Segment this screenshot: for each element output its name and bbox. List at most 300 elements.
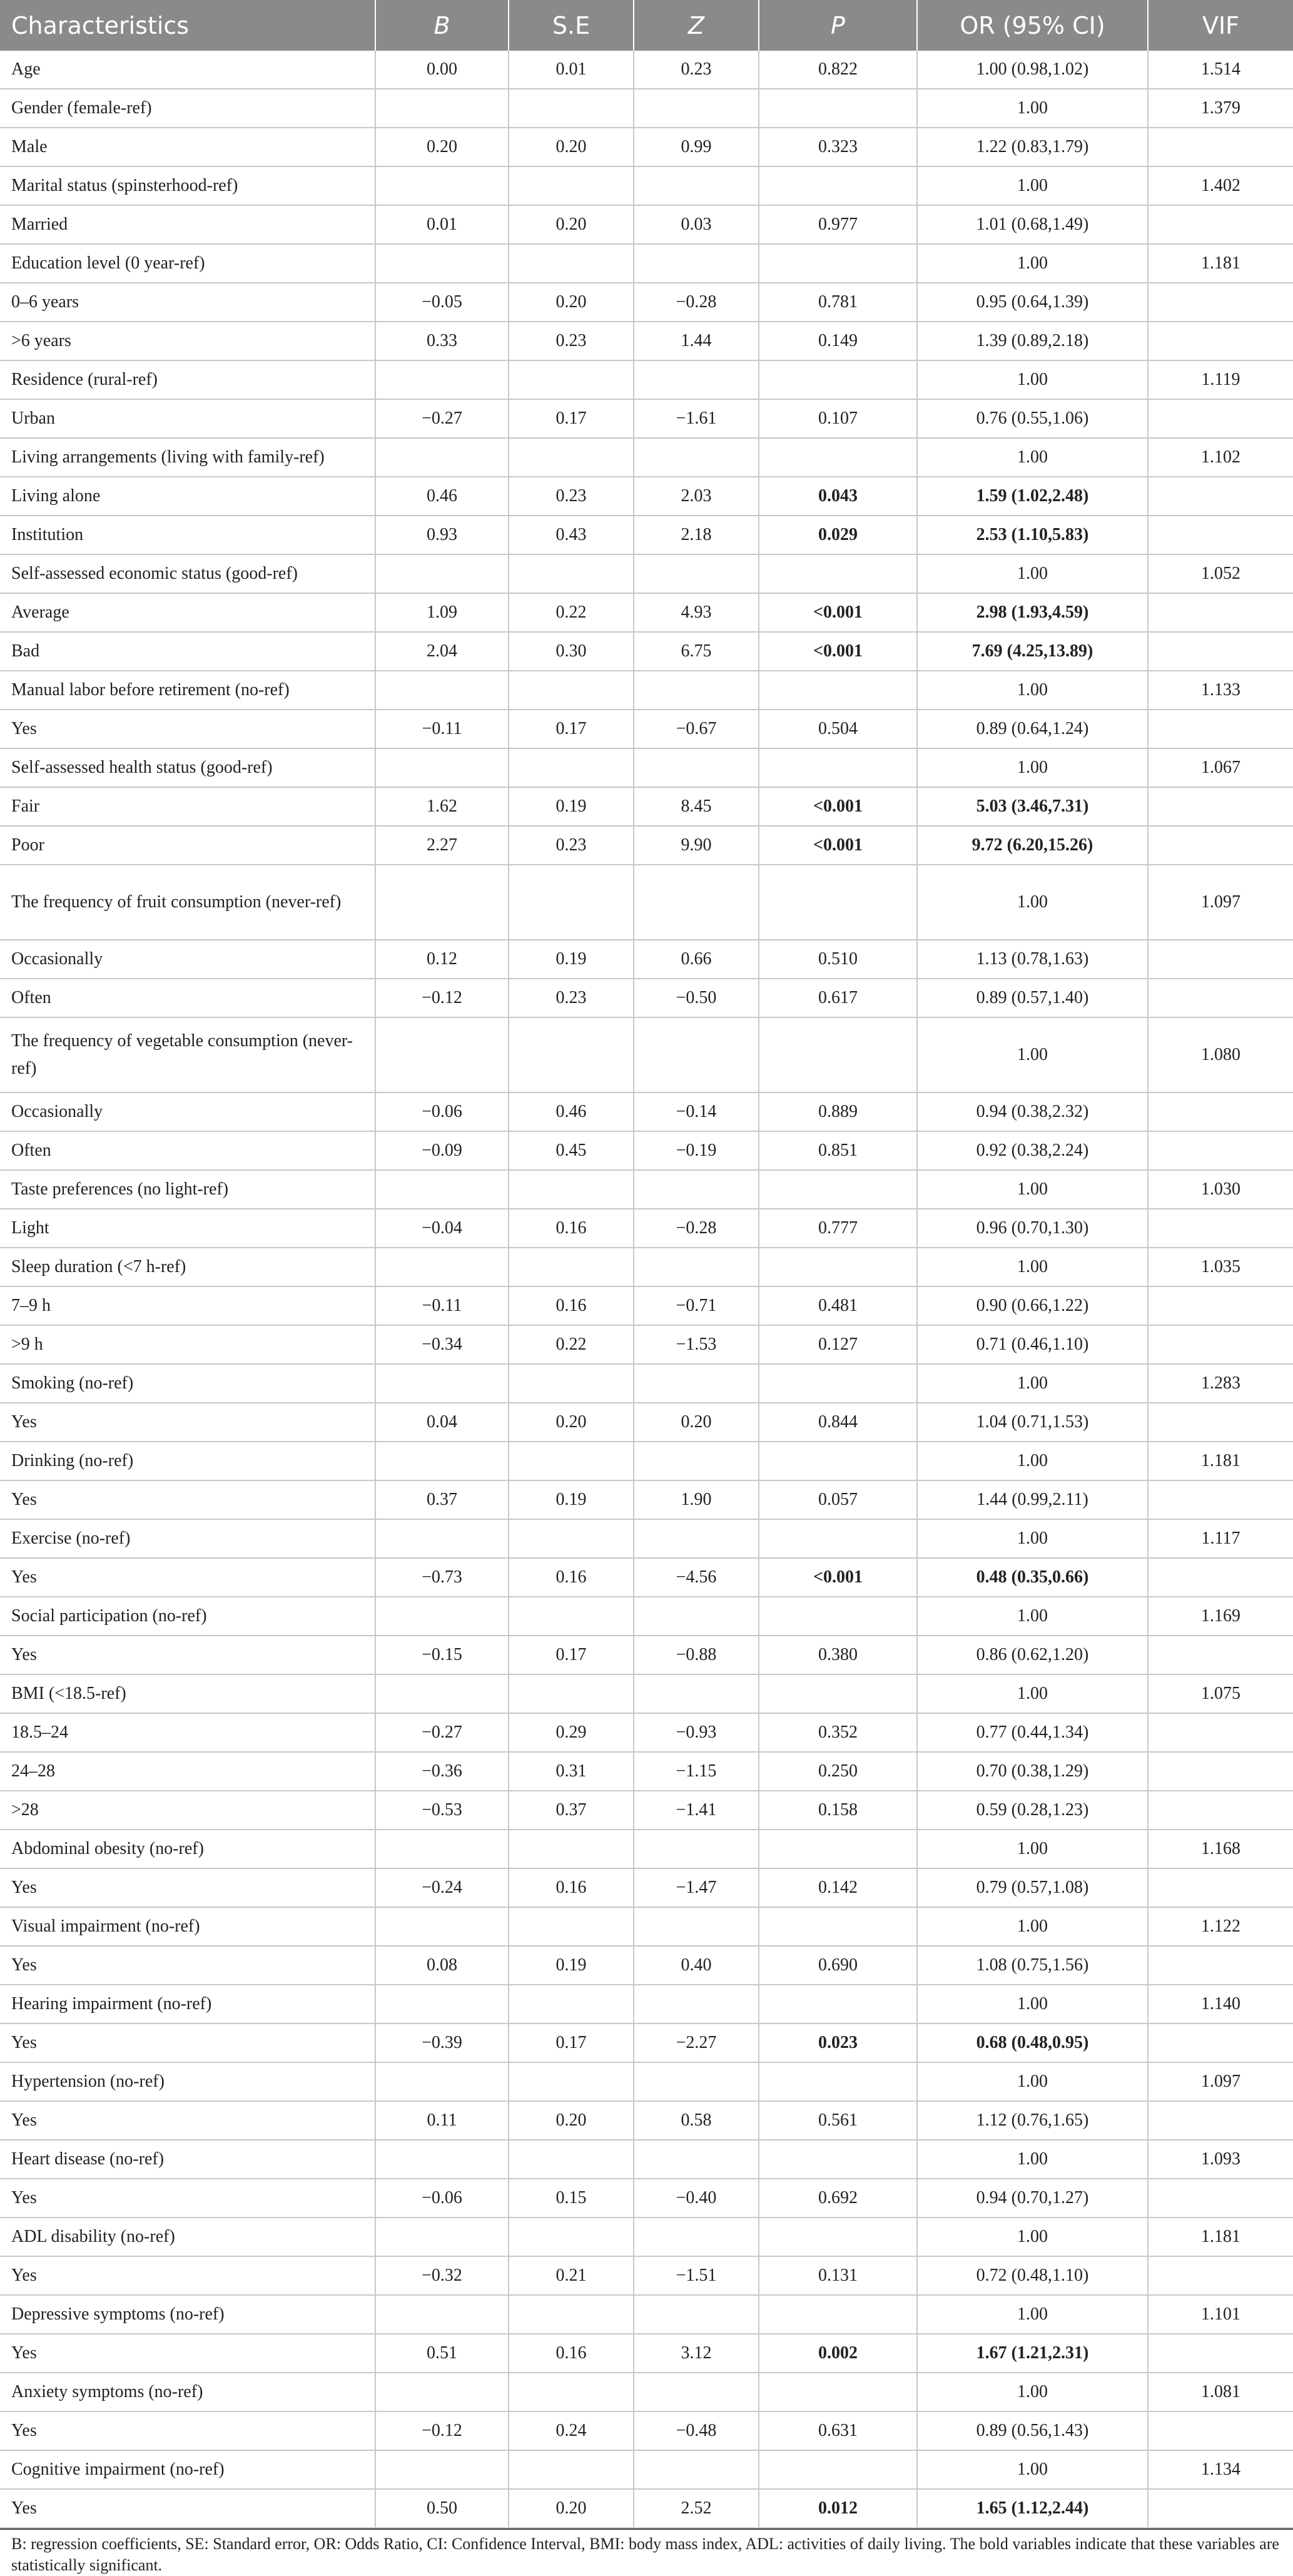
table-row [0, 1713, 1293, 1752]
cell-vif: 1.122 [1148, 1907, 1293, 1946]
cell-or: 0.90 (0.66,1.22) [917, 1286, 1148, 1325]
cell-vif [1148, 826, 1293, 865]
cell-characteristic: Yes [0, 710, 375, 748]
cell-characteristic: 24–28 [0, 1752, 375, 1791]
cell-characteristic: Yes [0, 2334, 375, 2373]
cell-b: −0.36 [375, 1752, 509, 1791]
cell-vif: 1.181 [1148, 2217, 1293, 2256]
table-row [0, 1558, 1293, 1597]
cell-p [759, 1597, 917, 1636]
cell-or: 0.77 (0.44,1.34) [917, 1713, 1148, 1752]
cell-characteristic: Yes [0, 1636, 375, 1674]
cell-b: 1.09 [375, 593, 509, 632]
cell-z [634, 2373, 759, 2411]
cell-p: 0.977 [759, 205, 917, 244]
table-row [0, 2140, 1293, 2179]
cell-vif: 1.075 [1148, 1674, 1293, 1713]
cell-characteristic: Hypertension (no-ref) [0, 2062, 375, 2101]
cell-p: 0.781 [759, 283, 917, 322]
cell-z: 0.40 [634, 1946, 759, 1985]
table-row [0, 166, 1293, 205]
cell-z: 0.03 [634, 205, 759, 244]
table-row [0, 1092, 1293, 1131]
cell-b: −0.24 [375, 1868, 509, 1907]
cell-or: 1.00 [917, 1597, 1148, 1636]
table-row [0, 1403, 1293, 1442]
cell-z [634, 1170, 759, 1209]
cell-characteristic: Yes [0, 2179, 375, 2217]
cell-z [634, 1830, 759, 1868]
table-row [0, 1017, 1293, 1092]
header-se: S.E [509, 0, 634, 51]
table-row [0, 1946, 1293, 1985]
cell-se: 0.17 [509, 710, 634, 748]
cell-se: 0.20 [509, 2489, 634, 2528]
cell-vif [1148, 632, 1293, 671]
cell-or: 1.22 (0.83,1.79) [917, 128, 1148, 166]
table-row [0, 360, 1293, 399]
cell-b: 0.33 [375, 322, 509, 360]
cell-or: 9.72 (6.20,15.26) [917, 826, 1148, 865]
cell-se [509, 1674, 634, 1713]
cell-characteristic: Age [0, 51, 375, 89]
cell-p: 0.617 [759, 979, 917, 1017]
table-header [0, 0, 1293, 51]
cell-b: −0.12 [375, 979, 509, 1017]
cell-or: 0.71 (0.46,1.10) [917, 1325, 1148, 1364]
cell-b: 0.08 [375, 1946, 509, 1985]
cell-b [375, 1170, 509, 1209]
cell-characteristic: Yes [0, 1868, 375, 1907]
cell-b [375, 2373, 509, 2411]
cell-or: 0.48 (0.35,0.66) [917, 1558, 1148, 1597]
cell-se [509, 2062, 634, 2101]
cell-characteristic: Yes [0, 2256, 375, 2295]
cell-z [634, 2217, 759, 2256]
table-row [0, 2062, 1293, 2101]
cell-characteristic: Yes [0, 2101, 375, 2140]
cell-b [375, 1017, 509, 1092]
table-row [0, 1286, 1293, 1325]
cell-or: 1.00 [917, 438, 1148, 477]
cell-vif [1148, 1092, 1293, 1131]
cell-se: 0.45 [509, 1131, 634, 1170]
cell-or: 1.00 [917, 2295, 1148, 2334]
table-row [0, 1480, 1293, 1519]
cell-se: 0.20 [509, 128, 634, 166]
table-row [0, 322, 1293, 360]
cell-vif [1148, 1868, 1293, 1907]
cell-vif: 1.080 [1148, 1017, 1293, 1092]
cell-z: −0.19 [634, 1131, 759, 1170]
cell-or: 1.00 [917, 1674, 1148, 1713]
cell-b: −0.32 [375, 2256, 509, 2295]
cell-vif [1148, 477, 1293, 516]
cell-p: 0.510 [759, 940, 917, 979]
cell-p [759, 1674, 917, 1713]
cell-p: 0.692 [759, 2179, 917, 2217]
cell-vif [1148, 593, 1293, 632]
cell-z [634, 1907, 759, 1946]
cell-vif: 1.181 [1148, 1442, 1293, 1480]
table-row [0, 2334, 1293, 2373]
cell-vif [1148, 205, 1293, 244]
cell-se: 0.24 [509, 2411, 634, 2450]
cell-vif: 1.169 [1148, 1597, 1293, 1636]
cell-b: 0.01 [375, 205, 509, 244]
cell-p: 0.127 [759, 1325, 917, 1364]
cell-b: −0.06 [375, 2179, 509, 2217]
cell-se: 0.16 [509, 2334, 634, 2373]
cell-vif [1148, 2334, 1293, 2373]
cell-b [375, 166, 509, 205]
cell-vif: 1.093 [1148, 2140, 1293, 2179]
cell-se [509, 166, 634, 205]
cell-se: 0.19 [509, 940, 634, 979]
cell-z: 2.52 [634, 2489, 759, 2528]
cell-or: 2.53 (1.10,5.83) [917, 516, 1148, 554]
cell-se [509, 2450, 634, 2489]
cell-characteristic: Self-assessed health status (good-ref) [0, 748, 375, 787]
cell-p: 0.142 [759, 1868, 917, 1907]
cell-vif [1148, 399, 1293, 438]
cell-z [634, 360, 759, 399]
cell-z: 6.75 [634, 632, 759, 671]
cell-characteristic: Occasionally [0, 940, 375, 979]
cell-vif [1148, 1636, 1293, 1674]
cell-p: 0.323 [759, 128, 917, 166]
cell-b [375, 360, 509, 399]
cell-p [759, 1442, 917, 1480]
cell-vif: 1.117 [1148, 1519, 1293, 1558]
cell-characteristic: Bad [0, 632, 375, 671]
cell-se [509, 244, 634, 283]
cell-or: 1.04 (0.71,1.53) [917, 1403, 1148, 1442]
cell-se: 0.22 [509, 1325, 634, 1364]
cell-z [634, 438, 759, 477]
cell-b [375, 1442, 509, 1480]
cell-b [375, 1597, 509, 1636]
cell-p [759, 865, 917, 940]
cell-or: 1.67 (1.21,2.31) [917, 2334, 1148, 2373]
cell-se [509, 1017, 634, 1092]
table-row [0, 1209, 1293, 1248]
cell-p [759, 1519, 917, 1558]
cell-b: −0.73 [375, 1558, 509, 1597]
cell-or: 1.00 [917, 1017, 1148, 1092]
cell-vif [1148, 516, 1293, 554]
cell-vif [1148, 1946, 1293, 1985]
cell-or: 0.79 (0.57,1.08) [917, 1868, 1148, 1907]
cell-or: 0.68 (0.48,0.95) [917, 2024, 1148, 2062]
cell-z: −0.28 [634, 283, 759, 322]
cell-se: 0.20 [509, 1403, 634, 1442]
cell-or: 0.89 (0.57,1.40) [917, 979, 1148, 1017]
cell-se: 0.15 [509, 2179, 634, 2217]
cell-or: 1.65 (1.12,2.44) [917, 2489, 1148, 2528]
cell-p: 0.690 [759, 1946, 917, 1985]
cell-se: 0.29 [509, 1713, 634, 1752]
cell-p [759, 2062, 917, 2101]
cell-p: 0.504 [759, 710, 917, 748]
cell-se [509, 1442, 634, 1480]
cell-z: −0.71 [634, 1286, 759, 1325]
cell-z: 1.90 [634, 1480, 759, 1519]
cell-or: 0.89 (0.56,1.43) [917, 2411, 1148, 2450]
cell-p: 0.149 [759, 322, 917, 360]
cell-vif: 1.119 [1148, 360, 1293, 399]
cell-or: 1.00 [917, 1830, 1148, 1868]
table-row [0, 51, 1293, 89]
table-row [0, 399, 1293, 438]
cell-b [375, 1248, 509, 1286]
cell-characteristic: 7–9 h [0, 1286, 375, 1325]
cell-characteristic: Exercise (no-ref) [0, 1519, 375, 1558]
cell-vif [1148, 283, 1293, 322]
cell-b: 0.46 [375, 477, 509, 516]
table-row [0, 1442, 1293, 1480]
cell-characteristic: Marital status (spinsterhood-ref) [0, 166, 375, 205]
cell-z: −0.67 [634, 710, 759, 748]
cell-characteristic: Residence (rural-ref) [0, 360, 375, 399]
cell-z [634, 1442, 759, 1480]
cell-or: 0.89 (0.64,1.24) [917, 710, 1148, 748]
cell-b: 0.20 [375, 128, 509, 166]
cell-se: 0.19 [509, 1946, 634, 1985]
cell-z [634, 244, 759, 283]
cell-b [375, 1985, 509, 2024]
table-row [0, 1868, 1293, 1907]
cell-characteristic: Education level (0 year-ref) [0, 244, 375, 283]
cell-or: 2.98 (1.93,4.59) [917, 593, 1148, 632]
cell-p [759, 1907, 917, 1946]
cell-z: −1.15 [634, 1752, 759, 1791]
cell-or: 0.70 (0.38,1.29) [917, 1752, 1148, 1791]
cell-vif [1148, 1752, 1293, 1791]
cell-b [375, 438, 509, 477]
cell-p: 0.822 [759, 51, 917, 89]
cell-characteristic: Depressive symptoms (no-ref) [0, 2295, 375, 2334]
cell-or: 1.00 [917, 748, 1148, 787]
cell-p [759, 748, 917, 787]
cell-characteristic: The frequency of fruit consumption (never-ref) [0, 865, 375, 940]
cell-se: 0.20 [509, 205, 634, 244]
cell-vif [1148, 2411, 1293, 2450]
cell-b: 0.00 [375, 51, 509, 89]
header-characteristics: Characteristics [0, 0, 375, 51]
cell-se: 0.31 [509, 1752, 634, 1791]
cell-b [375, 748, 509, 787]
cell-z [634, 2450, 759, 2489]
cell-z: 0.23 [634, 51, 759, 89]
table-row [0, 671, 1293, 710]
header-vif: VIF [1148, 0, 1293, 51]
cell-vif: 1.283 [1148, 1364, 1293, 1403]
cell-p: 0.131 [759, 2256, 917, 2295]
cell-p [759, 1170, 917, 1209]
cell-vif: 1.097 [1148, 865, 1293, 940]
cell-b: 0.51 [375, 2334, 509, 2373]
cell-b: −0.12 [375, 2411, 509, 2450]
cell-z: −0.88 [634, 1636, 759, 1674]
cell-vif [1148, 1480, 1293, 1519]
cell-se: 0.23 [509, 826, 634, 865]
table-row [0, 1364, 1293, 1403]
cell-b: 1.62 [375, 787, 509, 826]
cell-or: 1.44 (0.99,2.11) [917, 1480, 1148, 1519]
cell-se [509, 1907, 634, 1946]
cell-characteristic: Gender (female-ref) [0, 89, 375, 128]
cell-z [634, 1674, 759, 1713]
cell-or: 1.00 [917, 1519, 1148, 1558]
cell-se [509, 2295, 634, 2334]
cell-se: 0.20 [509, 283, 634, 322]
cell-z: −0.48 [634, 2411, 759, 2450]
cell-vif: 1.134 [1148, 2450, 1293, 2489]
cell-b [375, 671, 509, 710]
table-row [0, 826, 1293, 865]
cell-se: 0.16 [509, 1558, 634, 1597]
cell-b: −0.34 [375, 1325, 509, 1364]
cell-z: −0.50 [634, 979, 759, 1017]
cell-vif: 1.067 [1148, 748, 1293, 787]
table-row [0, 632, 1293, 671]
table-row [0, 283, 1293, 322]
cell-p [759, 554, 917, 593]
cell-p: 0.352 [759, 1713, 917, 1752]
cell-vif: 1.097 [1148, 2062, 1293, 2101]
cell-z: 4.93 [634, 593, 759, 632]
cell-vif: 1.379 [1148, 89, 1293, 128]
cell-characteristic: Fair [0, 787, 375, 826]
cell-se [509, 554, 634, 593]
cell-z: −2.27 [634, 2024, 759, 2062]
cell-se [509, 1830, 634, 1868]
cell-b [375, 865, 509, 940]
table-row [0, 1674, 1293, 1713]
cell-characteristic: Social participation (no-ref) [0, 1597, 375, 1636]
cell-p [759, 671, 917, 710]
cell-p [759, 89, 917, 128]
cell-or: 1.00 [917, 1985, 1148, 2024]
cell-or: 1.00 [917, 2450, 1148, 2489]
table-row [0, 710, 1293, 748]
table-row [0, 1519, 1293, 1558]
cell-p: 0.029 [759, 516, 917, 554]
cell-or: 1.00 [917, 865, 1148, 940]
cell-p: 0.777 [759, 1209, 917, 1248]
table-row [0, 865, 1293, 940]
cell-se: 0.19 [509, 1480, 634, 1519]
cell-or: 1.00 (0.98,1.02) [917, 51, 1148, 89]
table-row [0, 1131, 1293, 1170]
cell-or: 1.08 (0.75,1.56) [917, 1946, 1148, 1985]
cell-z [634, 2295, 759, 2334]
cell-b [375, 2450, 509, 2489]
cell-b: −0.27 [375, 1713, 509, 1752]
cell-se: 0.20 [509, 2101, 634, 2140]
cell-p [759, 2373, 917, 2411]
cell-se [509, 1985, 634, 2024]
cell-characteristic: Self-assessed economic status (good-ref) [0, 554, 375, 593]
cell-p: 0.481 [759, 1286, 917, 1325]
cell-p [759, 244, 917, 283]
cell-or: 1.00 [917, 2140, 1148, 2179]
cell-se: 0.46 [509, 1092, 634, 1131]
cell-characteristic: Poor [0, 826, 375, 865]
cell-characteristic: Abdominal obesity (no-ref) [0, 1830, 375, 1868]
cell-characteristic: Light [0, 1209, 375, 1248]
table-row [0, 438, 1293, 477]
cell-p: <0.001 [759, 826, 917, 865]
cell-p [759, 1364, 917, 1403]
cell-vif: 1.140 [1148, 1985, 1293, 2024]
cell-vif [1148, 787, 1293, 826]
cell-characteristic: Often [0, 1131, 375, 1170]
table-row [0, 1170, 1293, 1209]
cell-b: 0.11 [375, 2101, 509, 2140]
table-row [0, 1791, 1293, 1830]
cell-p [759, 438, 917, 477]
cell-characteristic: Smoking (no-ref) [0, 1364, 375, 1403]
cell-se [509, 1519, 634, 1558]
cell-characteristic: >6 years [0, 322, 375, 360]
cell-z: 0.99 [634, 128, 759, 166]
cell-se: 0.21 [509, 2256, 634, 2295]
cell-p: 0.851 [759, 1131, 917, 1170]
cell-characteristic: Anxiety symptoms (no-ref) [0, 2373, 375, 2411]
table-row [0, 2489, 1293, 2528]
cell-z: −1.41 [634, 1791, 759, 1830]
cell-p: 0.043 [759, 477, 917, 516]
cell-characteristic: The frequency of vegetable consumption (never-ref) [0, 1017, 375, 1092]
cell-z [634, 2062, 759, 2101]
cell-characteristic: 0–6 years [0, 283, 375, 322]
cell-z [634, 1985, 759, 2024]
cell-b [375, 1519, 509, 1558]
cell-characteristic: Manual labor before retirement (no-ref) [0, 671, 375, 710]
table-row [0, 748, 1293, 787]
cell-p: 0.012 [759, 2489, 917, 2528]
table-row [0, 205, 1293, 244]
cell-b: −0.05 [375, 283, 509, 322]
cell-or: 1.00 [917, 166, 1148, 205]
cell-or: 1.00 [917, 1907, 1148, 1946]
cell-b: −0.27 [375, 399, 509, 438]
cell-or: 1.00 [917, 89, 1148, 128]
cell-p [759, 166, 917, 205]
cell-b: 0.04 [375, 1403, 509, 1442]
cell-z: −1.51 [634, 2256, 759, 2295]
cell-z [634, 2140, 759, 2179]
table-row [0, 2024, 1293, 2062]
table-row [0, 554, 1293, 593]
table-row [0, 940, 1293, 979]
cell-characteristic: Taste preferences (no light-ref) [0, 1170, 375, 1209]
cell-p: <0.001 [759, 787, 917, 826]
cell-vif [1148, 128, 1293, 166]
cell-characteristic: Institution [0, 516, 375, 554]
cell-b [375, 1830, 509, 1868]
table-row [0, 516, 1293, 554]
cell-z: −0.28 [634, 1209, 759, 1248]
table-row [0, 1636, 1293, 1674]
cell-p: 0.002 [759, 2334, 917, 2373]
cell-z: 8.45 [634, 787, 759, 826]
cell-b [375, 2062, 509, 2101]
cell-vif: 1.168 [1148, 1830, 1293, 1868]
cell-vif: 1.081 [1148, 2373, 1293, 2411]
